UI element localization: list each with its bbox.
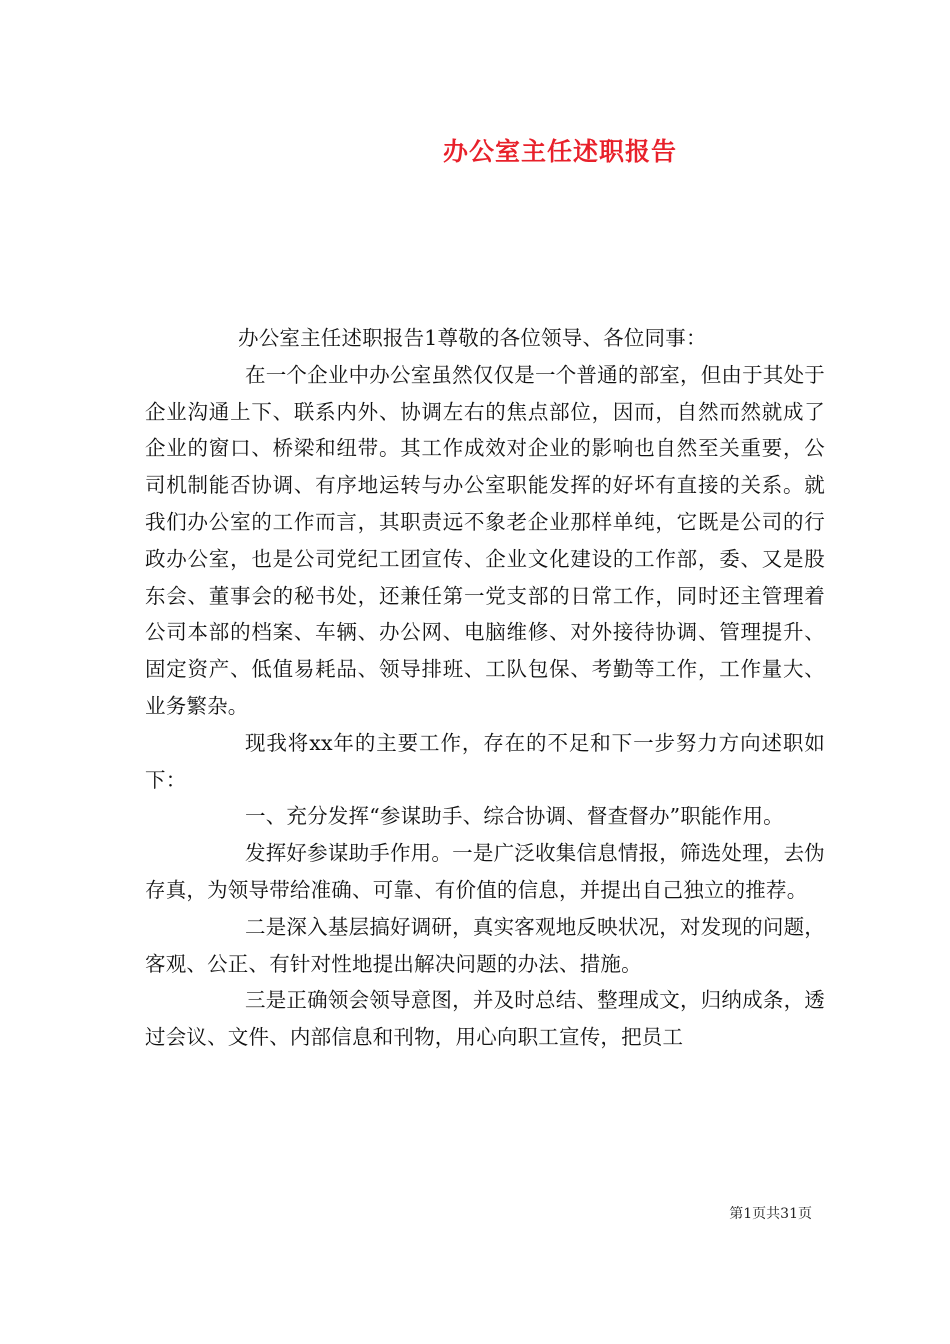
document-body (145, 320, 825, 1056)
body-paragraph: 现我将xx年的主要工作，存在的不足和下一步努力方向述职如下： (145, 730, 825, 792)
page-number: 第1页共31页 (729, 1206, 812, 1222)
document-title: 办公室主任述职报告 (442, 137, 677, 166)
body-paragraph: 发挥好参谋助手作用。一是广泛收集信息情报，筛选处理，去伪存真，为领导带给准确、可靠、有价值的信息，并提出自己独立的推荐。 (145, 841, 825, 902)
section-heading: 一、充分发挥“参谋助手、综合协调、督查督办”职能作用。 (245, 804, 784, 829)
salutation-paragraph: 办公室主任述职报告1尊敬的各位领导、各位同事： (238, 326, 707, 350)
body-paragraph: 三是正确领会领导意图，并及时总结、整理成文，归纳成条，透过会议、文件、内部信息和刊物，用心向职工宣传，把员工 (145, 988, 825, 1050)
body-paragraph: 二是深入基层搞好调研，真实客观地反映状况，对发现的问题，客观、公正、有针对性地提出解决问题的办法、措施。 (145, 914, 825, 976)
body-paragraph: 在一个企业中办公室虽然仅仅是一个普通的部室，但由于其处于企业沟通上下、联系内外、协调左右的焦点部位，因而，自然而然就成了企业的窗口、桥梁和纽带。其工作成效对企业的影响也自然至关重要，公司机制能否协调、有序地运转与办公室职能发挥的好坏有直接的关系。就我们办公室的工作而言，其职责远不象老企业那样单纯，它既是公司的行政办公室，也是公司党纪工团宣传、企业文化建设的工作部，委、又是股东会、董事会的秘书处，还兼任第一党支部的日常工作，同时还主管理着公司本部的档案、车辆、办公网、电脑维修、对外接待协调、管理提升、固定资产、低值易耗品、领导排班、工队包保、考勤等工作，工作量大、业务繁杂。 (145, 362, 825, 718)
